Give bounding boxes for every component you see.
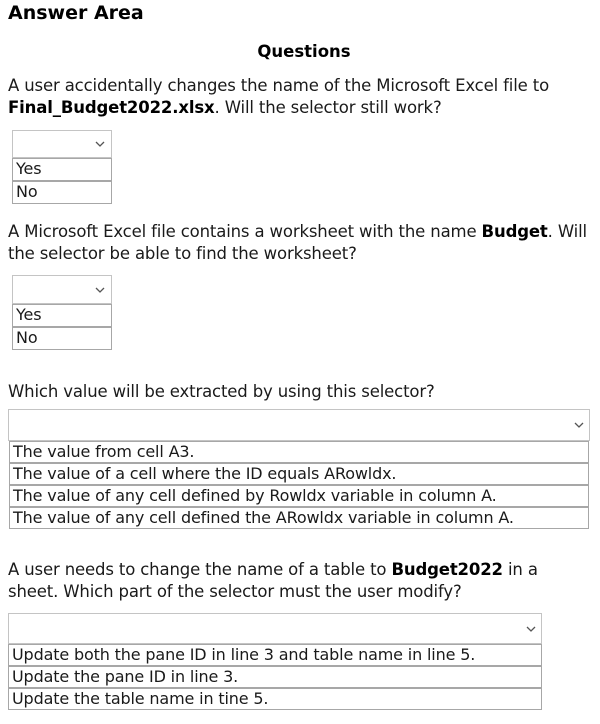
- chevron-down-icon: [95, 141, 105, 148]
- question-3-text: Which value will be extracted by using this selector?: [8, 382, 435, 401]
- question-1-dropdown[interactable]: [12, 130, 112, 158]
- option-pane-and-table[interactable]: Update both the pane ID in line 3 and table name in line 5.: [8, 644, 542, 666]
- option-yes[interactable]: Yes: [12, 304, 112, 327]
- option-arowldx-column-a[interactable]: The value of any cell defined the ARowldx variable in column A.: [9, 507, 589, 529]
- question-4-dropdown[interactable]: [8, 613, 542, 644]
- option-yes[interactable]: Yes: [12, 158, 112, 181]
- answer-area-title: Answer Area: [8, 2, 144, 24]
- chevron-down-icon: [95, 286, 105, 293]
- option-pane-id[interactable]: Update the pane ID in line 3.: [8, 666, 542, 688]
- option-rowldx-column-a[interactable]: The value of any cell defined by Rowldx variable in column A.: [9, 485, 589, 507]
- question-3-dropdown[interactable]: [8, 409, 590, 441]
- question-1-text: A user accidentally changes the name of the Microsoft Excel file to Final_Budget2022.xlsx. Will the selector still work?: [8, 76, 550, 117]
- option-no[interactable]: No: [12, 327, 112, 350]
- chevron-down-icon: [526, 625, 536, 632]
- option-table-name[interactable]: Update the table name in tine 5.: [8, 688, 542, 710]
- question-4-text: A user needs to change the name of a table to Budget2022 in a sheet. Which part of the selector must the user modify?: [8, 560, 538, 601]
- option-id-equals-arowldx[interactable]: The value of a cell where the ID equals ARowldx.: [9, 463, 589, 485]
- question-2-dropdown[interactable]: [12, 275, 112, 304]
- option-cell-a3[interactable]: The value from cell A3.: [9, 441, 589, 463]
- question-2-text: A Microsoft Excel file contains a worksheet with the name Budget. Will the selector be able to find the worksheet?: [8, 222, 587, 263]
- chevron-down-icon: [574, 422, 584, 429]
- questions-heading: Questions: [257, 42, 351, 61]
- option-no[interactable]: No: [12, 181, 112, 204]
